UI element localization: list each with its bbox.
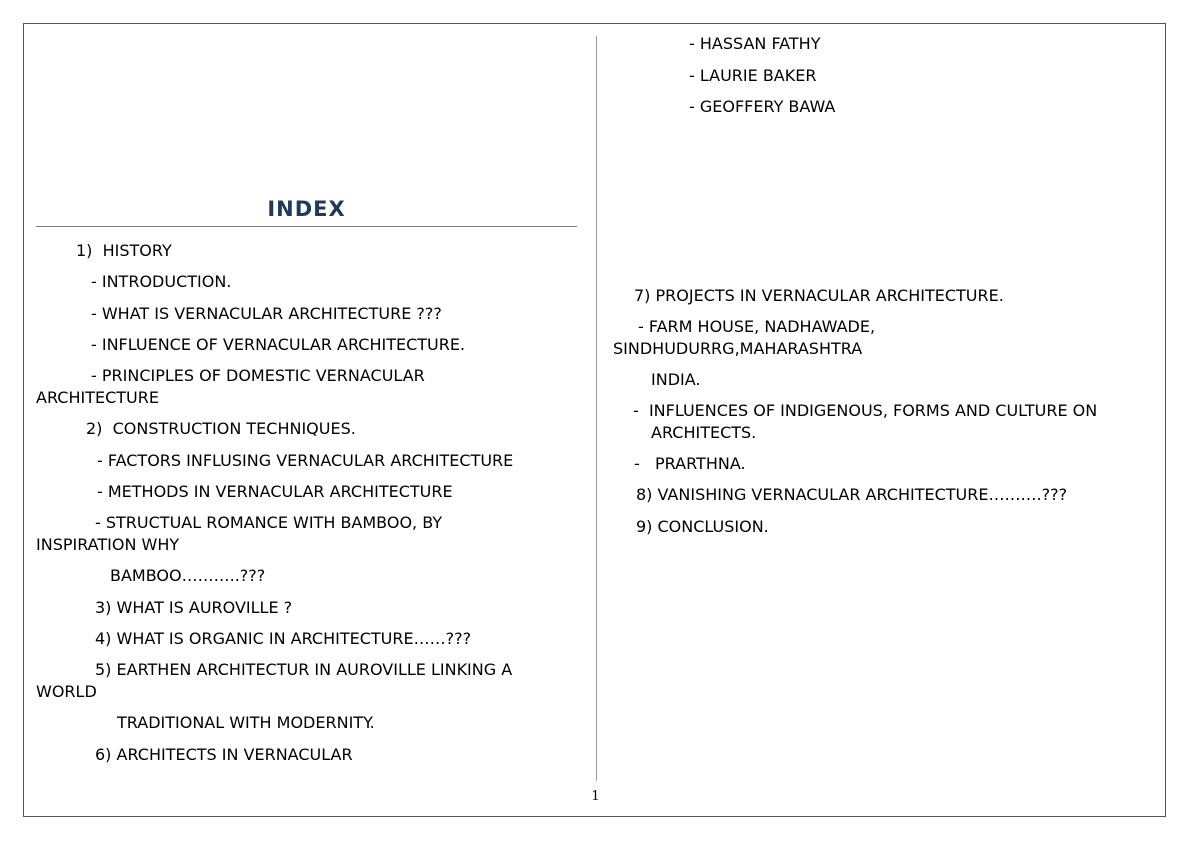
index-title: INDEX bbox=[267, 197, 346, 221]
index-entry-principles: - PRINCIPLES OF DOMESTIC VERNACULAR bbox=[91, 366, 425, 385]
index-entry-farm-house: - FARM HOUSE, NADHAWADE, bbox=[638, 317, 876, 336]
index-entry-laurie-baker: - LAURIE BAKER bbox=[689, 66, 817, 85]
index-entry-geoffery-bawa: - GEOFFERY BAWA bbox=[689, 97, 836, 116]
column-divider bbox=[596, 36, 597, 781]
index-entry-farm-house-cont2: INDIA. bbox=[651, 370, 701, 389]
page-number: 1 bbox=[591, 789, 600, 804]
index-entry-organic: 4) WHAT IS ORGANIC IN ARCHITECTURE……??? bbox=[95, 629, 472, 648]
index-entry-methods: - METHODS IN VERNACULAR ARCHITECTURE bbox=[97, 482, 453, 501]
index-entry-introduction: - INTRODUCTION. bbox=[91, 272, 232, 291]
index-entry-prarthna: - PRARTHNA. bbox=[634, 454, 746, 473]
index-entry-farm-house-cont: SINDHUDURRG,MAHARASHTRA bbox=[613, 339, 863, 358]
index-entry-hassan-fathy: - HASSAN FATHY bbox=[689, 34, 821, 53]
index-entry-conclusion: 9) CONCLUSION. bbox=[636, 517, 769, 536]
index-entry-bamboo: - STRUCTUAL ROMANCE WITH BAMBOO, BY bbox=[95, 513, 443, 532]
index-entry-principles-cont: ARCHITECTURE bbox=[36, 388, 159, 407]
index-entry-influences: - INFLUENCES OF INDIGENOUS, FORMS AND CULTURE ON bbox=[633, 401, 1098, 420]
index-entry-bamboo-cont: INSPIRATION WHY bbox=[36, 535, 180, 554]
index-entry-history: 1) HISTORY bbox=[76, 241, 172, 260]
index-entry-earthen: 5) EARTHEN ARCHITECTUR IN AUROVILLE LINKING A bbox=[95, 660, 513, 679]
index-entry-earthen-cont: WORLD bbox=[36, 682, 97, 701]
index-entry-what-is-vernacular: - WHAT IS VERNACULAR ARCHITECTURE ??? bbox=[91, 304, 442, 323]
index-entry-construction: 2) CONSTRUCTION TECHNIQUES. bbox=[86, 419, 356, 438]
index-entry-projects: 7) PROJECTS IN VERNACULAR ARCHITECTURE. bbox=[634, 286, 1004, 305]
index-entry-auroville: 3) WHAT IS AUROVILLE ? bbox=[95, 598, 293, 617]
index-entry-earthen-cont2: TRADITIONAL WITH MODERNITY. bbox=[117, 713, 375, 732]
index-entry-architects: 6) ARCHITECTS IN VERNACULAR bbox=[95, 745, 353, 764]
index-entry-vanishing: 8) VANISHING VERNACULAR ARCHITECTURE……….??? bbox=[636, 485, 1068, 504]
index-entry-factors: - FACTORS INFLUSING VERNACULAR ARCHITECTURE bbox=[97, 451, 514, 470]
index-entry-bamboo-cont2: BAMBOO………..??? bbox=[110, 566, 266, 585]
index-entry-influences-cont: ARCHITECTS. bbox=[651, 423, 757, 442]
index-entry-influence: - INFLUENCE OF VERNACULAR ARCHITECTURE. bbox=[91, 335, 466, 354]
title-underline bbox=[36, 226, 577, 227]
